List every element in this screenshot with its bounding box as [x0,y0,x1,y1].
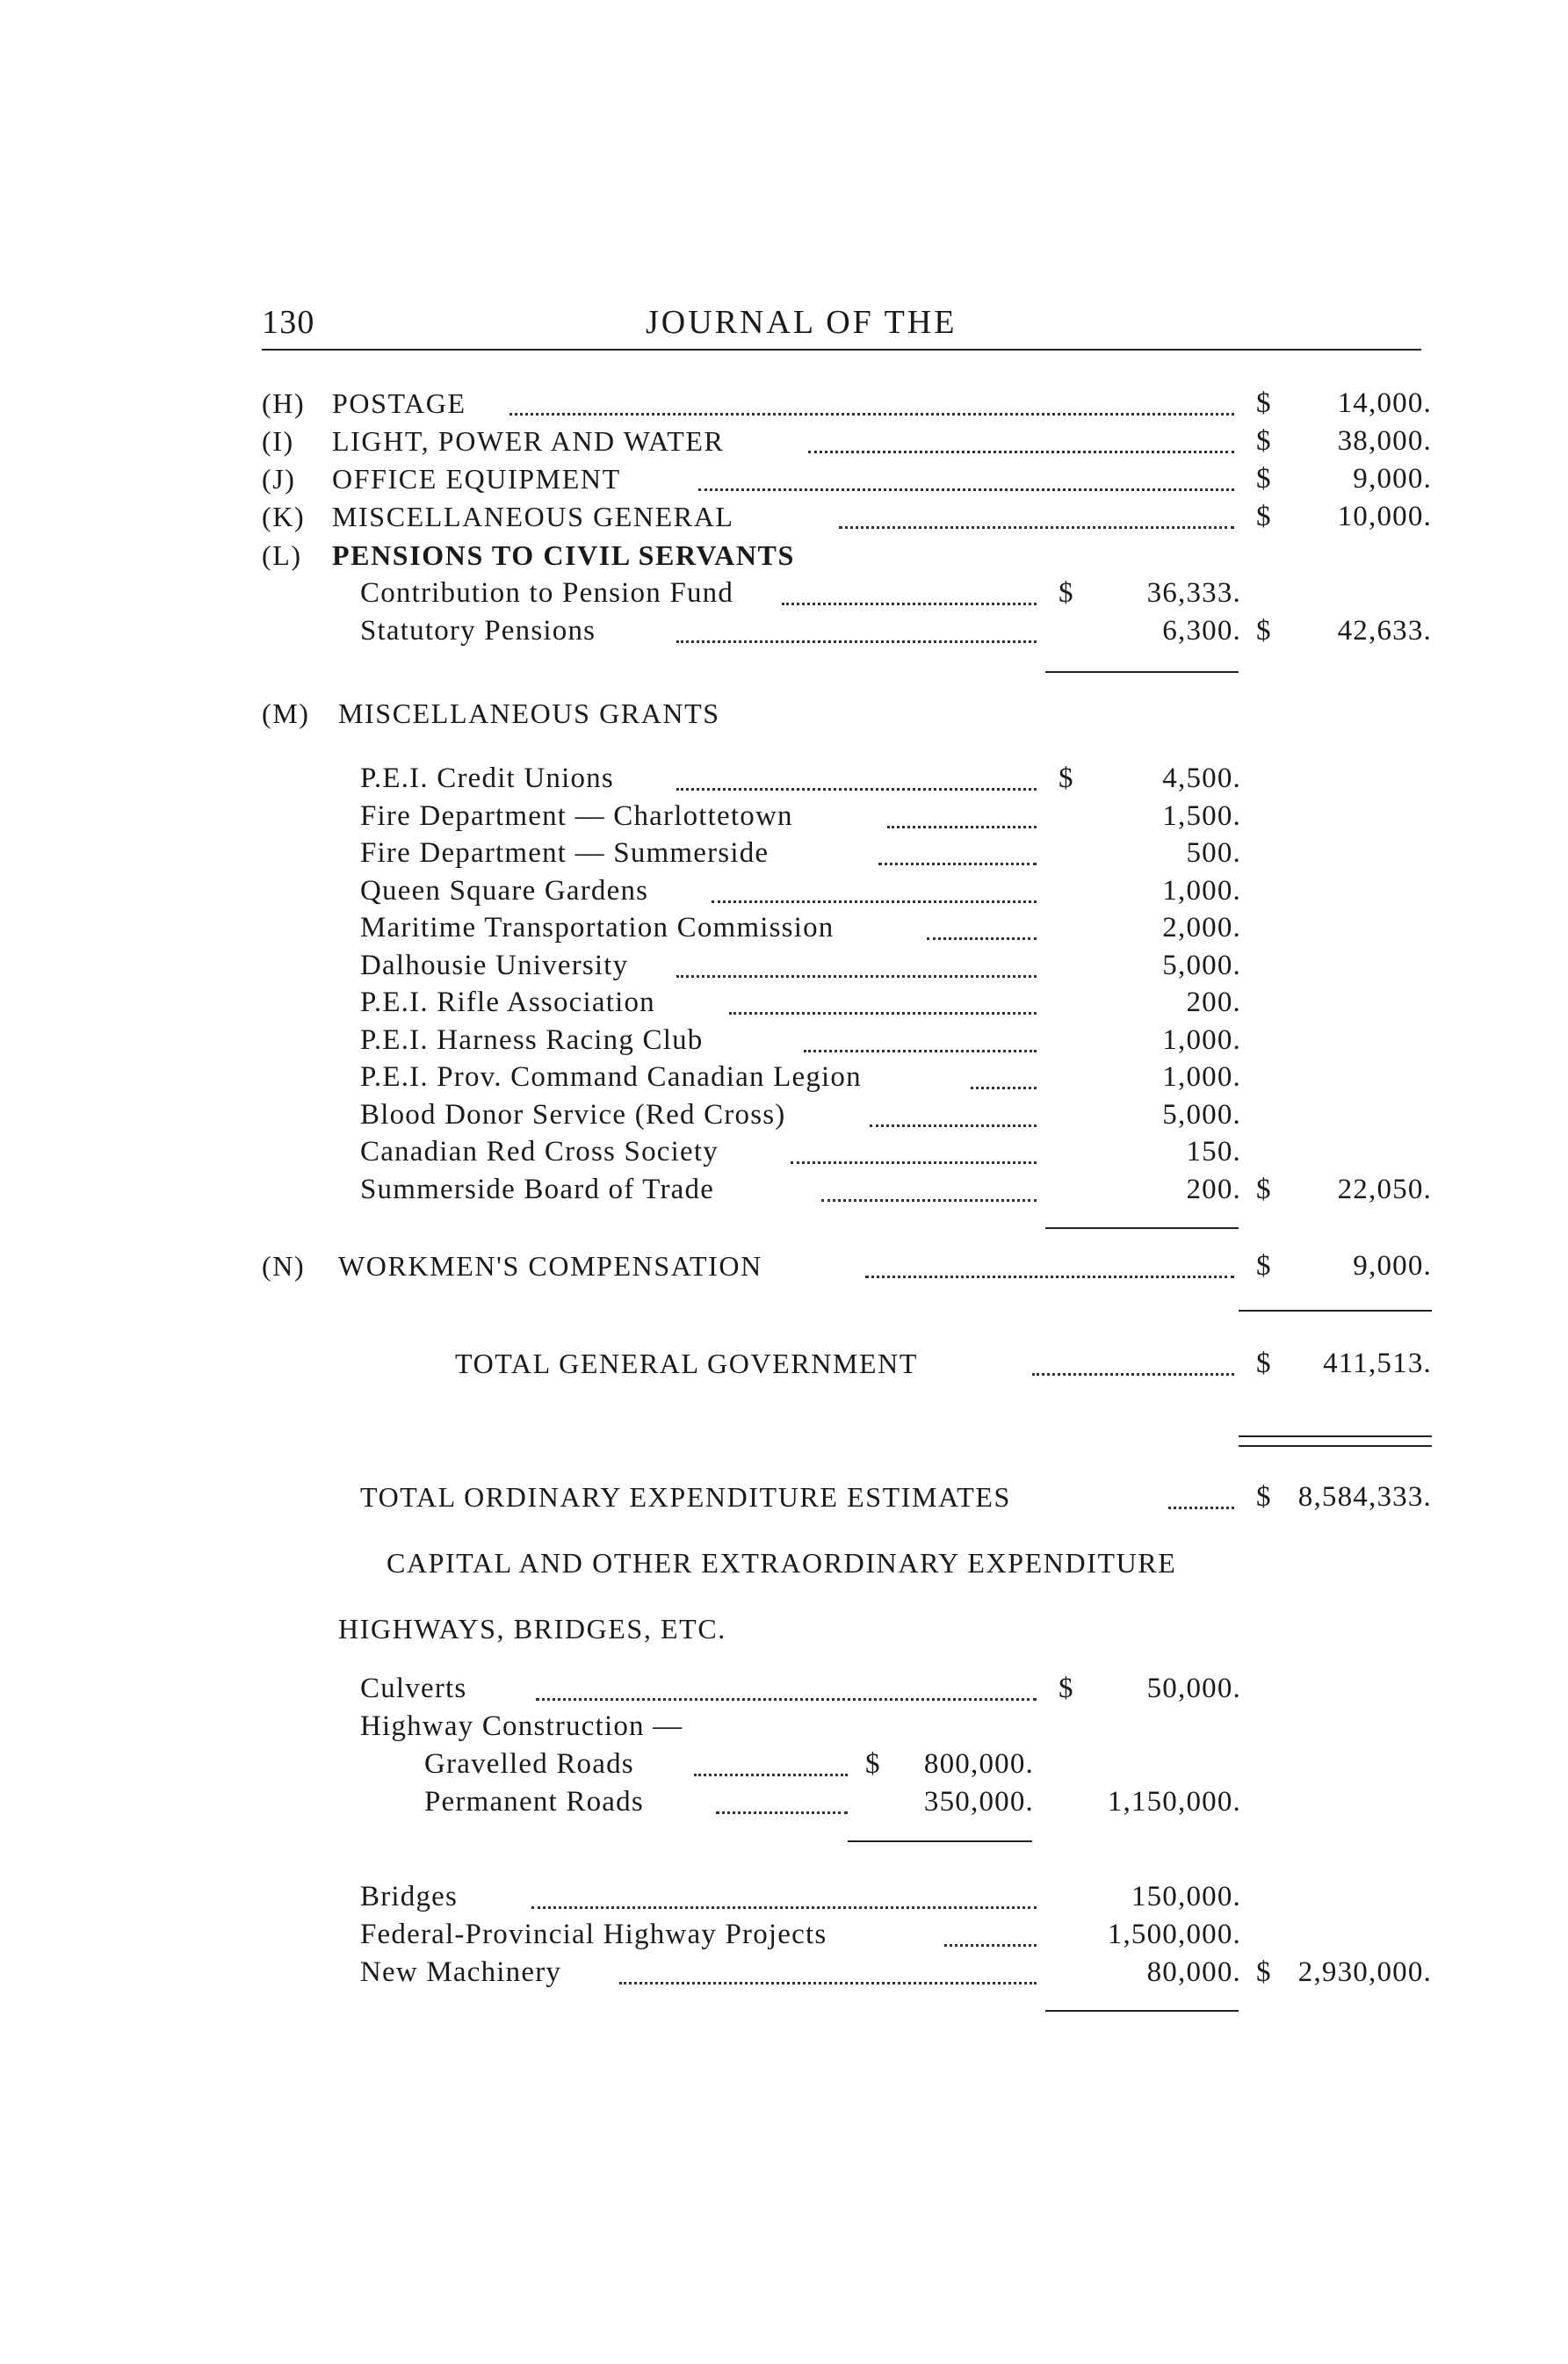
dollar-sign: $ [1256,387,1271,419]
grant-label: Queen Square Gardens [360,874,649,907]
dollar-sign: $ [1256,615,1271,647]
dollar-sign: $ [1256,1956,1271,1988]
dot-leader [676,788,1037,791]
dot-leader [698,488,1234,491]
dot-leader [887,826,1037,828]
item-l-label: PENSIONS TO CIVIL SERVANTS [332,539,795,571]
bridges-label: Bridges [360,1881,459,1912]
dollar-sign: $ [1256,1348,1271,1379]
dollar-sign: $ [865,1748,880,1780]
highway-subtotal: 1,150,000. [1107,1786,1241,1818]
grant-amount: 5,000. [1162,949,1241,981]
total-rule [1239,1310,1432,1312]
grant-label: Blood Donor Service (Red Cross) [360,1098,786,1131]
total-ordinary-label: TOTAL ORDINARY EXPENDITURE ESTIMATES [360,1481,1011,1513]
grant-label: Dalhousie University [360,949,629,981]
dollar-sign: $ [1256,1173,1271,1205]
grant-amount: 2,000. [1162,912,1241,943]
gravelled-label: Gravelled Roads [424,1748,634,1780]
grant-amount: 4,500. [1162,763,1241,794]
item-n-label: WORKMEN'S COMPENSATION [338,1250,762,1282]
grant-label: P.E.I. Rifle Association [360,987,655,1018]
machinery-amount: 80,000. [1146,1956,1241,1988]
grant-label: P.E.I. Prov. Command Canadian Legion [360,1061,862,1093]
item-j-amount: 9,000. [1353,463,1432,495]
dot-leader [729,1012,1037,1015]
grant-amount: 200. [1186,1173,1241,1205]
pensions-total: 42,633. [1337,615,1432,647]
item-h-code: (H) [262,387,306,419]
statutory-amount: 6,300. [1162,615,1241,647]
item-j-label: OFFICE EQUIPMENT [332,463,621,495]
subtotal-rule [1045,2010,1239,2012]
dot-leader [536,1698,1037,1701]
dollar-sign: $ [1256,501,1271,532]
capital-heading: CAPITAL AND OTHER EXTRAORDINARY EXPENDITURE [387,1547,1177,1579]
machinery-label: New Machinery [360,1956,562,1988]
dot-leader [619,1982,1037,1984]
grant-label: P.E.I. Credit Unions [360,763,614,794]
dot-leader [1032,1373,1234,1376]
dot-leader [676,975,1037,978]
double-rule-bottom [1239,1445,1432,1447]
total-general-label: TOTAL GENERAL GOVERNMENT [455,1348,919,1379]
grant-amount: 1,000. [1162,874,1241,907]
grant-amount: 1,000. [1162,1023,1241,1056]
item-k-code: (K) [262,501,306,532]
item-i-code: (I) [262,425,294,457]
page-number: 130 [262,304,315,341]
subtotal-rule [848,1840,1032,1842]
dot-leader [509,413,1234,416]
culverts-amount: 50,000. [1146,1673,1241,1704]
dot-leader [712,900,1037,903]
permanent-amount: 350,000. [923,1786,1034,1818]
dot-leader [870,1124,1037,1127]
grant-amount: 1,500. [1162,799,1241,832]
total-ordinary-amount: 8,584,333. [1297,1481,1432,1513]
statutory-label: Statutory Pensions [360,615,596,647]
item-l-code: (L) [262,539,302,571]
permanent-label: Permanent Roads [424,1786,644,1818]
grant-amount: 5,000. [1162,1098,1241,1131]
item-n-code: (N) [262,1250,306,1282]
highway-label: Highway Construction — [360,1710,683,1742]
bridges-amount: 150,000. [1131,1881,1241,1912]
grants-total: 22,050. [1337,1173,1432,1205]
dollar-sign: $ [1059,577,1073,609]
grant-label: Summerside Board of Trade [360,1173,715,1205]
culverts-label: Culverts [360,1673,467,1704]
dot-leader [971,1087,1037,1089]
grant-label: Fire Department — Summerside [360,837,770,869]
dot-leader [1168,1507,1234,1509]
item-n-amount: 9,000. [1353,1250,1432,1282]
dollar-sign: $ [1256,1250,1271,1282]
grant-amount: 1,000. [1162,1061,1241,1093]
dot-leader [821,1199,1037,1202]
dot-leader [676,640,1037,643]
dot-leader [927,937,1037,940]
dot-leader [944,1944,1037,1947]
contribution-amount: 36,333. [1146,577,1241,609]
dollar-sign: $ [1256,463,1271,495]
grant-amount: 500. [1186,837,1241,869]
dollar-sign: $ [1256,1481,1271,1513]
grant-label: Maritime Transportation Commission [360,912,835,943]
grant-label: Fire Department — Charlottetown [360,799,793,832]
dot-leader [839,526,1234,529]
dot-leader [865,1276,1234,1278]
federal-label: Federal-Provincial Highway Projects [360,1919,827,1950]
item-m-code: (M) [262,698,310,729]
dollar-sign: $ [1059,763,1073,794]
item-h-amount: 14,000. [1337,387,1432,419]
item-h-label: POSTAGE [332,387,466,419]
dot-leader [804,1050,1037,1052]
dollar-sign: $ [1059,1673,1073,1704]
dot-leader [791,1161,1037,1164]
grant-amount: 150. [1186,1136,1241,1168]
item-k-label: MISCELLANEOUS GENERAL [332,501,734,532]
dot-leader [878,863,1037,865]
capital-total: 2,930,000. [1297,1956,1432,1988]
federal-amount: 1,500,000. [1107,1919,1241,1950]
journal-title: JOURNAL OF THE [646,304,957,341]
dot-leader [808,451,1234,453]
grant-label: Canadian Red Cross Society [360,1136,719,1168]
subtotal-rule [1045,1227,1239,1229]
grant-amount: 200. [1186,987,1241,1018]
dot-leader [782,603,1037,605]
header-rule [262,349,1421,351]
dot-leader [716,1811,848,1814]
dot-leader [694,1774,848,1776]
capital-subheading: HIGHWAYS, BRIDGES, ETC. [338,1613,726,1645]
grant-label: P.E.I. Harness Racing Club [360,1023,704,1056]
dollar-sign: $ [1256,425,1271,457]
total-general-amount: 411,513. [1323,1348,1432,1379]
double-rule-top [1239,1435,1432,1437]
item-i-label: LIGHT, POWER AND WATER [332,425,725,457]
subtotal-rule [1045,671,1239,673]
gravelled-amount: 800,000. [923,1748,1034,1780]
item-i-amount: 38,000. [1337,425,1432,457]
item-k-amount: 10,000. [1337,501,1432,532]
item-m-label: MISCELLANEOUS GRANTS [338,698,720,729]
dot-leader [531,1906,1037,1909]
contribution-label: Contribution to Pension Fund [360,577,734,609]
item-j-code: (J) [262,463,296,495]
